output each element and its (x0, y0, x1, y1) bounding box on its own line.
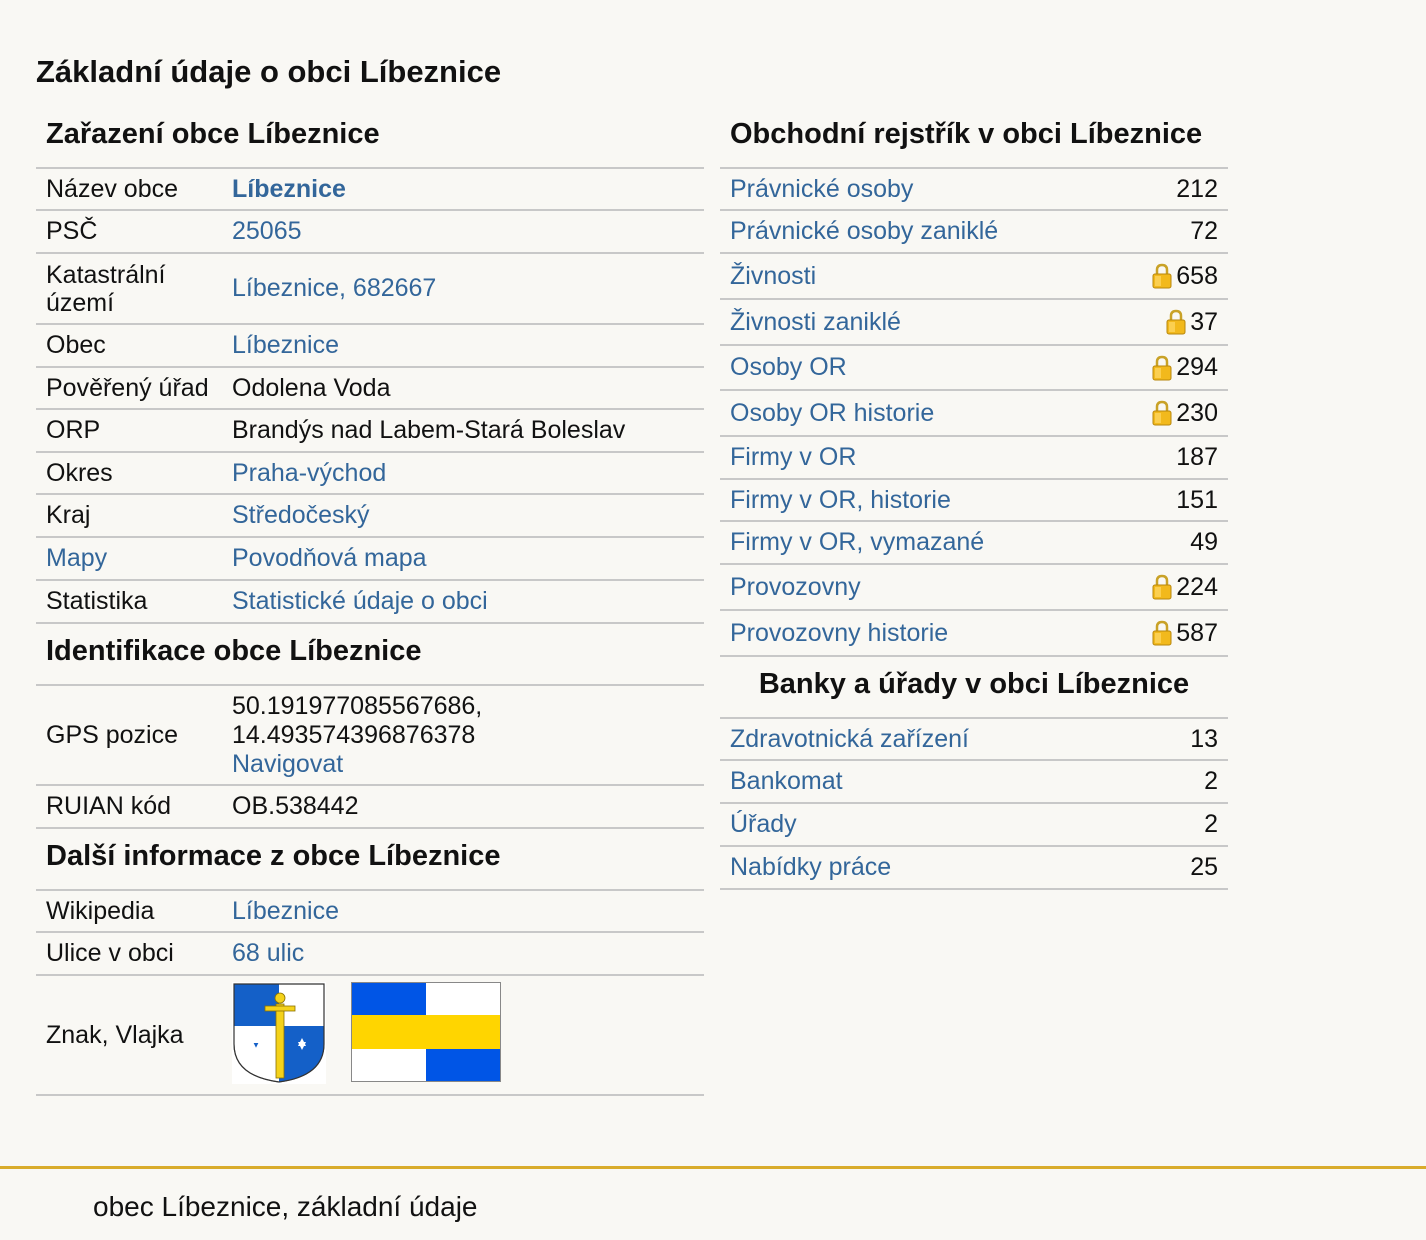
count-number: 294 (1176, 353, 1218, 381)
row-label: Název obce (46, 174, 179, 203)
katastralni-uzemi-link[interactable]: Líbeznice, 682667 (232, 274, 437, 302)
navigovat-link[interactable]: Navigovat (232, 749, 344, 778)
povodnova-mapa-link[interactable]: Povodňová mapa (232, 544, 427, 572)
count-value (1152, 573, 1228, 602)
row-label: Statistika (46, 587, 148, 615)
row-mapy (36, 538, 704, 581)
psc-link[interactable]: 25065 (232, 217, 302, 245)
right-column (720, 112, 1228, 890)
count-number: 230 (1176, 398, 1218, 427)
rejstrik-row (720, 391, 1228, 437)
count-number: 72 (1190, 217, 1218, 245)
count-value (1190, 853, 1228, 882)
kraj-link[interactable]: Středočeský (232, 501, 370, 529)
row-kraj (36, 495, 704, 538)
zarazeni-heading: Zařazení obce Líbeznice (36, 112, 704, 169)
lock-icon (1152, 574, 1172, 600)
banky-link[interactable]: Nabídky práce (730, 853, 892, 881)
banky-heading: Banky a úřady v obci Líbeznice (720, 657, 1228, 719)
count-number: 25 (1190, 853, 1218, 881)
statistika-link[interactable]: Statistické údaje o obci (232, 587, 488, 615)
rejstrik-link[interactable]: Firmy v OR, vymazané (730, 528, 985, 556)
count-value (1176, 486, 1228, 515)
row-psc (36, 211, 704, 254)
rejstrik-link[interactable]: Osoby OR historie (730, 398, 935, 427)
row-label: Ulice v obci (46, 939, 174, 967)
rejstrik-row (720, 565, 1228, 611)
banky-row (720, 719, 1228, 761)
rejstrik-link[interactable]: Firmy v OR (730, 443, 857, 471)
banky-row (720, 804, 1228, 847)
count-value (1190, 725, 1228, 754)
identifikace-heading: Identifikace obce Líbeznice (36, 624, 704, 686)
banky-link[interactable]: Zdravotnická zařízení (730, 724, 969, 753)
row-obec (36, 325, 704, 368)
wikipedia-link[interactable]: Líbeznice (232, 896, 340, 925)
count-number: 2 (1204, 767, 1218, 795)
row-wikipedia (36, 891, 704, 933)
rejstrik-row (720, 480, 1228, 522)
count-number: 49 (1190, 528, 1218, 556)
rejstrik-link[interactable]: Osoby OR (730, 353, 847, 381)
banky-link[interactable]: Bankomat (730, 767, 843, 795)
count-number: 13 (1190, 724, 1218, 753)
banky-link[interactable]: Úřady (730, 810, 797, 838)
rejstrik-row (720, 522, 1228, 565)
row-label: Pověřený úřad (46, 373, 209, 402)
ruian-value: OB.538442 (232, 792, 359, 820)
count-value (1166, 308, 1228, 337)
nazev-obce-link[interactable]: Líbeznice (232, 174, 346, 203)
rejstrik-link[interactable]: Živnosti (730, 261, 817, 290)
row-label: RUIAN kód (46, 792, 172, 820)
lock-icon (1152, 620, 1172, 646)
rejstrik-row (720, 437, 1228, 480)
coat-of-arms-image[interactable] (232, 982, 326, 1084)
row-katastralni-uzemi (36, 254, 704, 325)
page-title: Základní údaje o obci Líbeznice (36, 54, 502, 89)
lock-icon (1152, 400, 1172, 426)
count-value (1152, 262, 1228, 291)
row-label: Obec (46, 331, 106, 359)
dalsi-heading: Další informace z obce Líbeznice (36, 829, 704, 891)
count-number: 37 (1190, 307, 1218, 336)
count-number: 212 (1176, 174, 1218, 203)
row-label: Kraj (46, 501, 91, 529)
gps-longitude: 14.493574396876378 (232, 720, 476, 749)
rejstrik-link[interactable]: Právnické osoby (730, 174, 914, 203)
row-povereny-urad (36, 368, 704, 410)
row-okres (36, 453, 704, 495)
row-gps (36, 686, 704, 786)
row-label: Katastrální území (46, 260, 166, 317)
count-value (1152, 619, 1228, 648)
banky-row (720, 761, 1228, 804)
rejstrik-link[interactable]: Provozovny historie (730, 618, 949, 647)
count-number: 187 (1176, 443, 1218, 471)
row-ruian (36, 786, 704, 829)
orp-value: Brandýs nad Labem-Stará Boleslav (232, 416, 626, 444)
row-label: GPS pozice (46, 720, 179, 749)
count-number: 2 (1204, 810, 1218, 838)
count-value (1176, 175, 1228, 204)
obec-link[interactable]: Líbeznice (232, 331, 340, 359)
count-number: 587 (1176, 618, 1218, 647)
rejstrik-link[interactable]: Firmy v OR, historie (730, 485, 951, 514)
count-value (1190, 528, 1228, 557)
banky-list (720, 719, 1228, 890)
count-number: 151 (1176, 485, 1218, 514)
count-value (1176, 443, 1228, 472)
ulice-link[interactable]: 68 ulic (232, 939, 305, 967)
banky-row (720, 847, 1228, 890)
row-ulice (36, 933, 704, 976)
count-value (1190, 217, 1228, 246)
rejstrik-link[interactable]: Živnosti zaniklé (730, 307, 901, 336)
okres-link[interactable]: Praha-východ (232, 458, 387, 487)
count-number: 224 (1176, 572, 1218, 601)
row-label: Znak, Vlajka (46, 1021, 184, 1049)
rejstrik-heading: Obchodní rejstřík v obci Líbeznice (720, 112, 1228, 169)
rejstrik-row (720, 254, 1228, 300)
footer-text: obec Líbeznice, základní údaje (93, 1191, 478, 1222)
lock-icon (1166, 309, 1186, 335)
count-value (1204, 810, 1228, 839)
znak-vlajka-images (232, 976, 704, 1084)
row-label: Wikipedia (46, 896, 155, 925)
mapy-link[interactable]: Mapy (46, 544, 108, 572)
povereny-urad-value: Odolena Voda (232, 373, 391, 402)
row-znak-vlajka (36, 976, 704, 1096)
rejstrik-row (720, 611, 1228, 657)
lock-icon (1152, 263, 1172, 289)
row-nazev-obce (36, 169, 704, 211)
rejstrik-row (720, 211, 1228, 254)
rejstrik-row (720, 346, 1228, 391)
count-value (1204, 767, 1228, 796)
count-value (1152, 399, 1228, 428)
flag-image[interactable] (351, 982, 501, 1082)
row-label: Okres (46, 458, 113, 487)
rejstrik-list (720, 169, 1228, 657)
count-value (1152, 353, 1228, 382)
lock-icon (1152, 355, 1172, 381)
row-statistika (36, 581, 704, 624)
rejstrik-link[interactable]: Právnické osoby zaniklé (730, 217, 999, 245)
rejstrik-row (720, 169, 1228, 211)
footer-divider (0, 1166, 1426, 1169)
left-column (36, 112, 704, 1096)
row-label: ORP (46, 416, 101, 444)
gps-latitude: 50.191977085567686, (232, 691, 483, 720)
gps-value (232, 692, 704, 779)
rejstrik-link[interactable]: Provozovny (730, 572, 861, 601)
row-orp (36, 410, 704, 453)
count-number: 658 (1176, 261, 1218, 290)
rejstrik-row (720, 300, 1228, 346)
row-label: PSČ (46, 217, 98, 245)
